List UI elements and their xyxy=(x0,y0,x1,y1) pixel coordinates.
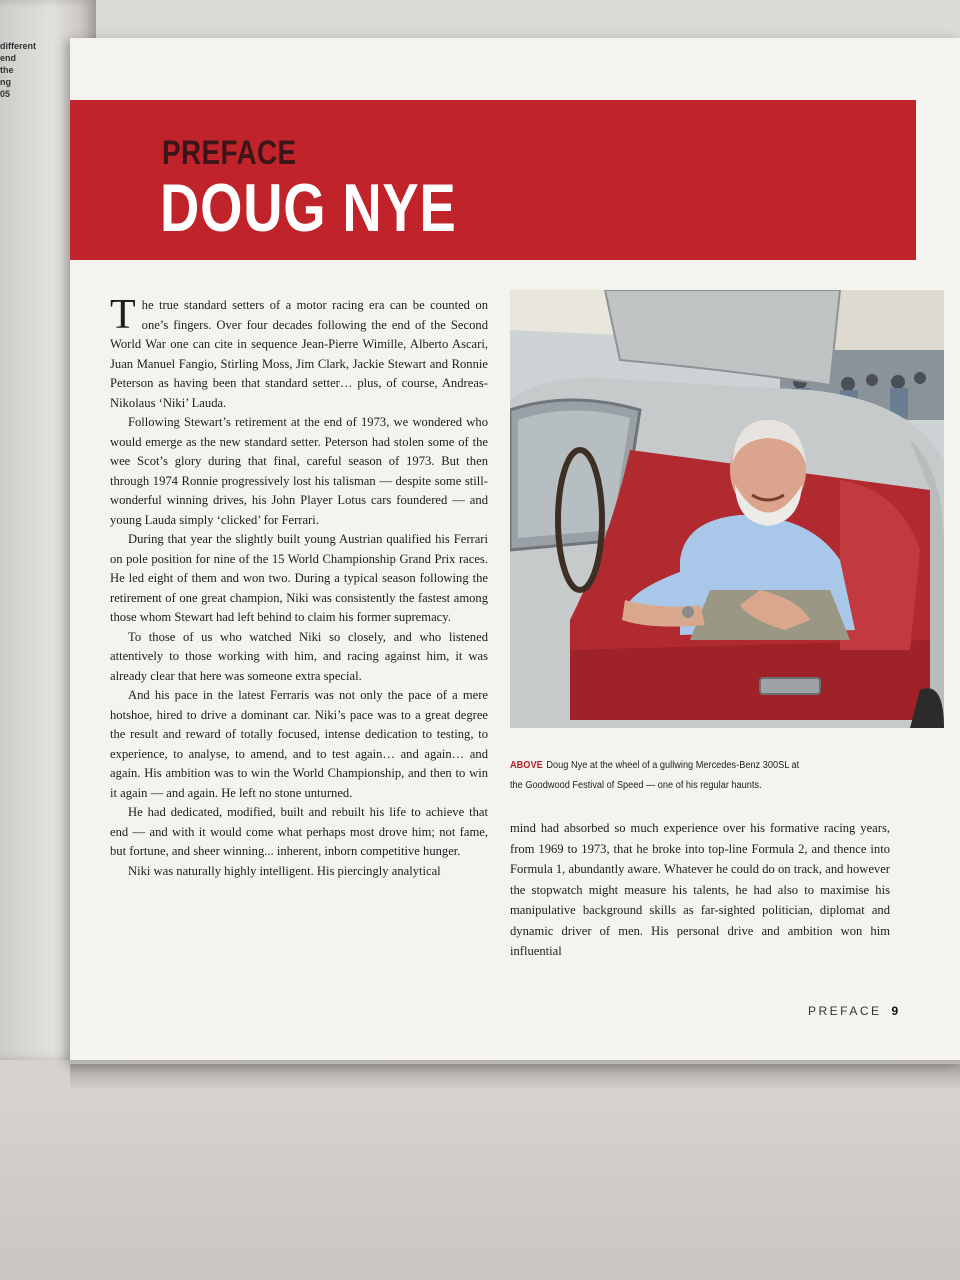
paragraph: Niki was naturally highly intelligent. His piercingly analytical xyxy=(128,863,441,878)
page-number: 9 xyxy=(891,1004,899,1018)
section-kicker: PREFACE xyxy=(162,134,297,172)
photo-illustration xyxy=(510,290,944,728)
body-column-right xyxy=(510,818,890,962)
paragraph: mind had absorbed so much experience over his formative racing years, from 1969 to 1973, that he broke into top-line Formula 2, and thence into Formula 1, abundantly aware. Whatever he could do on track, and however the stopwatch might measure his talents, he had also to maximise his manipulative background skills as far-sighted politician, diplomat and dynamic driver of men. His personal drive and ambition won him influential xyxy=(510,821,890,958)
paragraph: He had dedicated, modified, built and rebuilt his life to achieve that end — and with it would come what perhaps most drove him; not fame, but fortune, and sheer winning... inherent, inborn competitive hunger. xyxy=(110,805,488,858)
paragraph: During that year the slightly built young Austrian qualified his Ferrari on pole position for nine of the 15 World Championship Grand Prix races. He led eight of them and won two. During a typical season following the retirement of one great champion, Niki was consistently the fastest among those whom Stewart had left behind to claim his former supremacy. xyxy=(110,532,488,624)
page-title: DOUG NYE xyxy=(160,170,457,246)
paragraph: The true standard setters of a motor racing era can be counted on one’s fingers. Over four decades following the end of the Second World War one can cite in sequence Jean-Pierre Wimille, Alberto Ascari, Juan Manuel Fangio, Stirling Moss, Jim Clark, Jackie Stewart and Ronnie Peterson as having been that standard setter… plus, of course, Andreas-Nikolaus ‘Niki’ Lauda. xyxy=(110,292,488,410)
left-page-text-fragment: different end the ng 05 xyxy=(0,41,36,99)
caption-text: Doug Nye at the wheel of a gullwing Mercedes-Benz 300SL at the Goodwood Festival of Speed — one of his regular haunts. xyxy=(510,760,800,791)
body-column-left xyxy=(110,292,488,881)
paragraph: To those of us who watched Niki so closely, and who listened attentively to those working with him, and racing against him, it was already clear that here was someone extra special. xyxy=(110,629,488,683)
drop-cap: T xyxy=(110,292,136,338)
folio-section: PREFACE xyxy=(808,1004,882,1018)
title-banner xyxy=(70,100,916,260)
photo-doug-nye-in-gullwing xyxy=(510,290,944,728)
caption-label: ABOVE xyxy=(510,760,543,771)
book-page xyxy=(70,38,960,1064)
page-shadow xyxy=(70,1060,960,1090)
paragraph: Following Stewart’s retirement at the end of 1973, we wondered who would emerge as the new standard setter. Peterson had stolen some of the wee Scot’s glory during that final, careful season of 1973. But then through 1974 Ronnie progressively lost his talisman — despite some still-wonderful winning drives, his John Player Lotus cars foundered — and young Lauda simply ‘clicked’ for Ferrari. xyxy=(110,415,488,527)
paragraph: And his pace in the latest Ferraris was not only the pace of a mere hotshoe, hired to drive a dominant car. Niki’s pace was to a great degree the result and reward of totally focused, intense dedication to testing, to experience, to analyse, to amend, and to test again… and again… and again. His ambition was to win the World Championship, and then to win it again — and again. He left no stone unturned. xyxy=(110,688,488,800)
page-folio xyxy=(808,1004,898,1018)
photo-caption xyxy=(510,756,814,796)
